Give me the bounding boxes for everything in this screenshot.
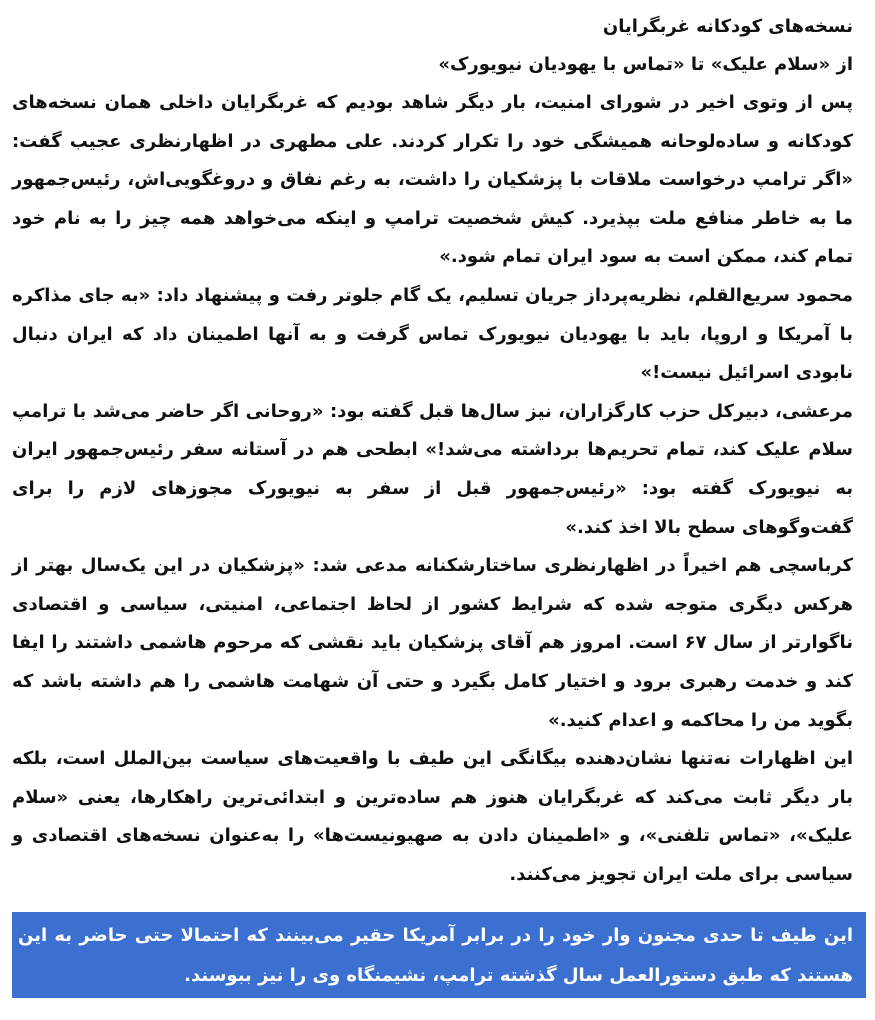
paragraph-karbaschi: کرباسچی هم اخیراً در اظهارنظری ساختارشکنانه مدعی شد: «پزشکیان در این یک‌سال بهتر از هرکس دیگری متوجه شده که شرایط کشور از لحاظ اجتماعی، امنیتی، سیاسی و اقتصادی ناگوارتر از سال ۶۷ است. امروز هم آقای پزشکیان باید نقشی که مرحوم هاشمی داشتند را ایفا کند و خدمت رهبری برود و اختیار کامل بگیرد و حتی آن شهامت هاشمی را هم داشته باشد که بگوید من را محاکمه و اعدام کنید.»	[12, 555, 853, 731]
highlight-block	[12, 912, 866, 998]
paragraph-conclusion: این اظهارات نه‌تنها نشان‌دهنده بیگانگی این طیف با واقعیت‌های سیاست بین‌الملل است، بلکه بار دیگر ثابت می‌کند که غربگرایان هنوز هم ساده‌ترین و ابتدائی‌ترین راهکارها، یعنی «سلام علیک»، «تماس تلفنی»، و «اطمینان دادن به صهیونیست‌ها» را به‌عنوان نسخه‌های اقتصادی و سیاسی برای ملت ایران تجویز می‌کنند.	[12, 748, 853, 885]
highlighted-paragraph: این طیف تا حدی مجنون وار خود را در برابر آمریکا حقیر می‌بینند که احتمالا حتی حاضر به این هستند که طبق دستورالعمل سال گذشته ترامپ، نشیمنگاه وی را نیز ببوسند.	[12, 912, 866, 998]
article-subtitle: از «سلام علیک» تا «تماس با یهودیان نیویورک»	[438, 54, 853, 75]
paragraph-motahari: پس از وتوی اخیر در شورای امنیت، بار دیگر شاهد بودیم که غربگرایان داخلی همان نسخه‌های کودکانه و ساده‌لوحانه همیشگی خود را تکرار کردند. علی مطهری در اظهارنظری عجیب گفت: «اگر ترامپ درخواست ملاقات با پزشکیان را داشت، به رغم نفاق و دروغگویی‌اش، رئیس‌جمهور ما به خاطر منافع ملت بپذیرد. کیش شخصیت ترامپ و اینکه می‌خواهد همه چیز را به نام خود تمام کند، ممکن است به سود ایران تمام شود.»	[12, 92, 853, 268]
paragraph-sariolghalam: محمود سریع‌القلم، نظریه‌پرداز جریان تسلیم، یک گام جلوتر رفت و پیشنهاد داد: «به جای مذاکره با آمریکا و اروپا، باید با یهودیان نیویورک تماس گرفت و به آنها اطمینان داد که ایران دنبال نابودی اسرائیل نیست!»	[12, 284, 853, 384]
paragraph-marashi-abtahi: مرعشی، دبیرکل حزب کارگزاران، نیز سال‌ها قبل گفته بود: «روحانی اگر حاضر می‌شد با ترامپ سلام علیک کند، تمام تحریم‌ها برداشته می‌شد!» ابطحی هم در آستانه سفر رئیس‌جمهور ایران به نیویورک گفته بود: «رئیس‌جمهور قبل از سفر به نیویورک مجوزهای لازم را برای گفت‌وگوهای سطح بالا اخذ کند.»	[12, 400, 853, 538]
article-title: نسخه‌های کودکانه غربگرایان	[602, 16, 853, 37]
